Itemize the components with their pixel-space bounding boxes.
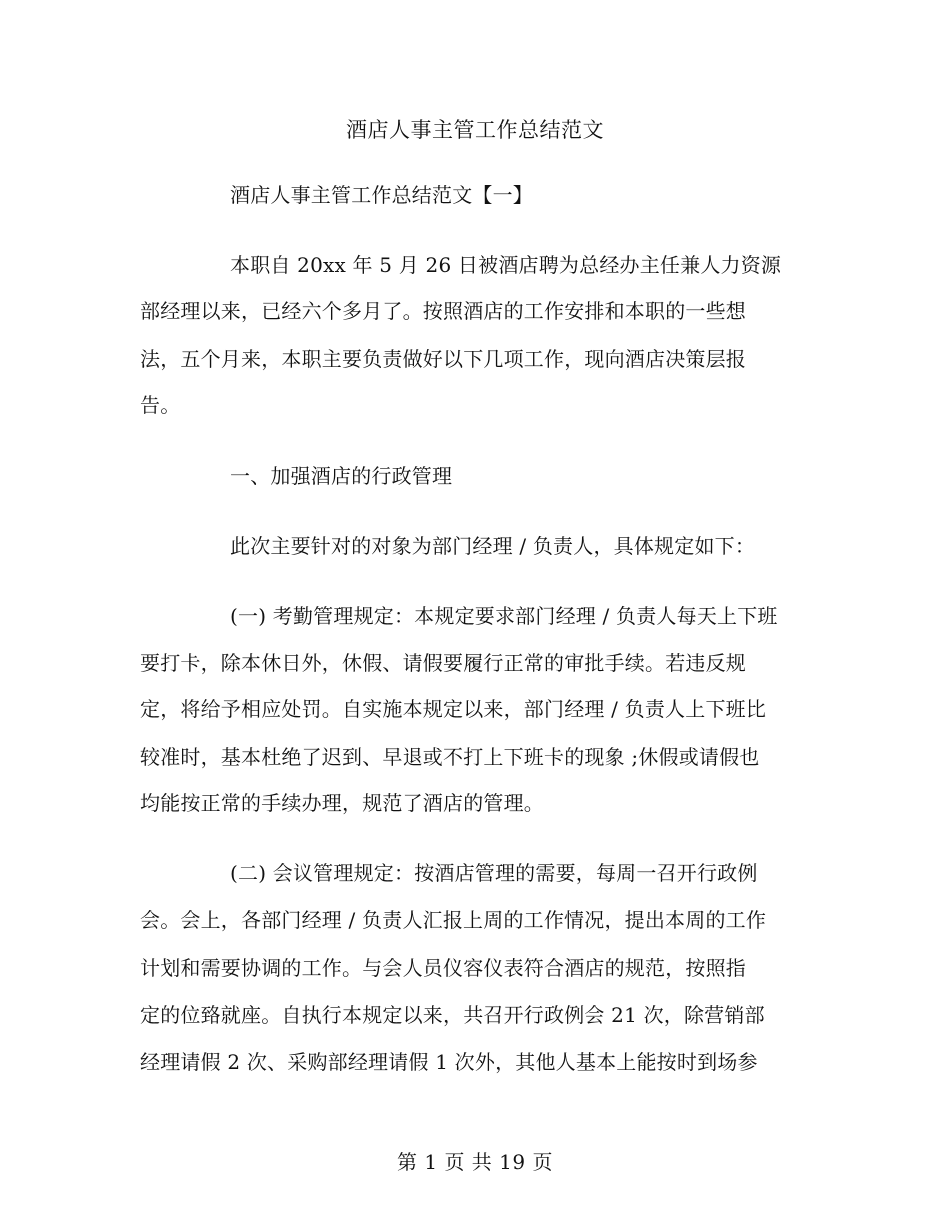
document-title: 酒店人事主管工作总结范文 — [346, 118, 604, 142]
document-subtitle: 酒店人事主管工作总结范文【一】 — [230, 183, 533, 207]
item-1-line-1: (一) 考勤管理规定：本规定要求部门经理 / 负责人每天上下班 — [230, 604, 778, 628]
item-2-line-4: 定的位臵就座。自执行本规定以来，共召开行政例会 21 次，除营销部 — [140, 1003, 765, 1027]
item-1-line-3: 定，将给予相应处罚。自实施本规定以来，部门经理 / 负责人上下班比 — [140, 697, 767, 721]
paragraph-1-line-4: 告。 — [140, 393, 181, 417]
page-number-footer: 第 1 页 共 19 页 — [397, 1150, 553, 1174]
item-2-line-1: (二) 会议管理规定：按酒店管理的需要，每周一召开行政例 — [230, 861, 758, 885]
item-2-line-3: 计划和需要协调的工作。与会人员仪容仪表符合酒店的规范，按照指 — [140, 956, 746, 980]
item-1-line-4: 较准时，基本杜绝了迟到、早退或不打上下班卡的现象 ;休假或请假也 — [140, 745, 760, 769]
item-1-line-5: 均能按正常的手续办理，规范了酒店的管理。 — [140, 791, 544, 815]
section-1-heading: 一、加强酒店的行政管理 — [230, 464, 453, 488]
section-1-intro: 此次主要针对的对象为部门经理 / 负责人，具体规定如下： — [230, 534, 756, 558]
item-2-line-2: 会。会上，各部门经理 / 负责人汇报上周的工作情况，提出本周的工作 — [140, 908, 767, 932]
paragraph-1-line-1: 本职自 20xx 年 5 月 26 日被酒店聘为总经办主任兼人力资源 — [230, 253, 782, 277]
paragraph-1-line-3: 法，五个月来，本职主要负责做好以下几项工作，现向酒店决策层报 — [140, 347, 746, 371]
item-2-line-5: 经理请假 2 次、采购部经理请假 1 次外，其他人基本上能按时到场参 — [140, 1050, 758, 1074]
paragraph-1-line-2: 部经理以来，已经六个多月了。按照酒店的工作安排和本职的一些想 — [140, 299, 746, 323]
item-1-line-2: 要打卡，除本休日外，休假、请假要履行正常的审批手续。若违反规 — [140, 651, 746, 675]
